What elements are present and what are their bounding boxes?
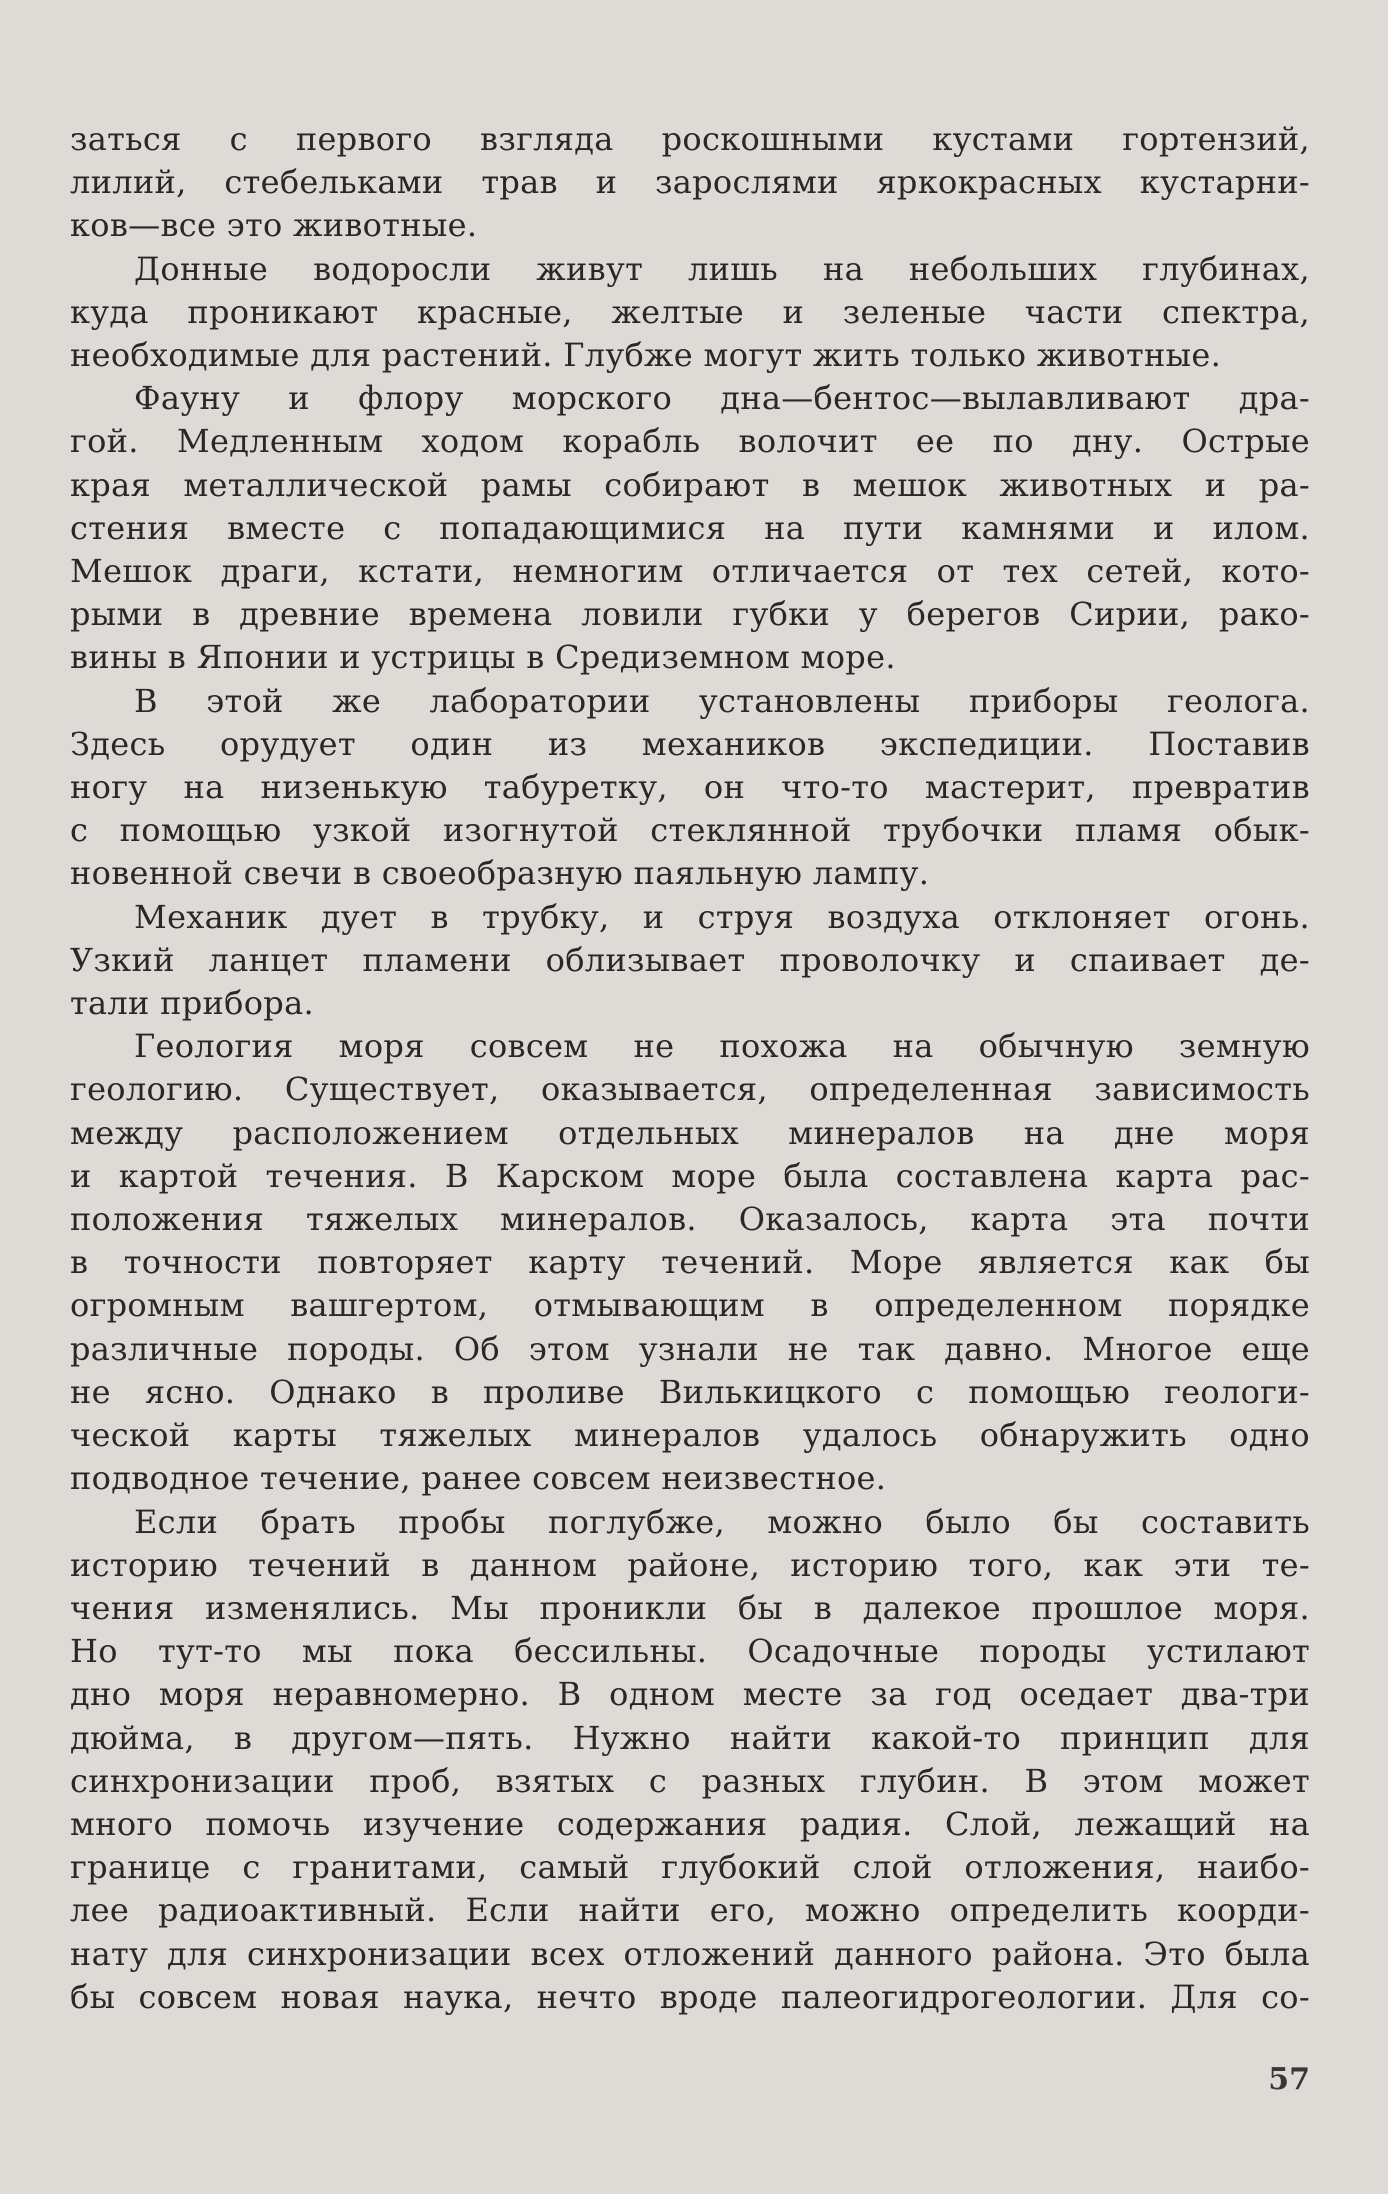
text-line: Мешок драги, кстати, немногим отличается от тех сетей, кото- — [70, 552, 1310, 591]
text-line: различные породы. Об этом узнали не так давно. Многое еще — [70, 1329, 1310, 1368]
text-line: положения тяжелых минералов. Оказалось, карта эта почти — [70, 1200, 1310, 1239]
text-line: лилий, стебельками трав и зарослями яркокрасных кустарни- — [70, 163, 1310, 202]
text-line: между расположением отдельных минералов на дне моря — [70, 1113, 1310, 1152]
text-line: синхронизации проб, взятых с разных глубин. В этом может — [70, 1761, 1310, 1800]
paragraph — [70, 1025, 1310, 1500]
text-line: не ясно. Однако в проливе Вилькицкого с помощью геологи- — [70, 1372, 1310, 1411]
text-line: Здесь орудует один из механиков экспедиции. Поставив — [70, 724, 1310, 763]
text-line: и картой течения. В Карском море была составлена карта рас- — [70, 1156, 1310, 1195]
text-line: рыми в древние времена ловили губки у берегов Сирии, рако- — [70, 595, 1310, 634]
text-line: огромным вашгертом, отмывающим в определенном порядке — [70, 1286, 1310, 1325]
paragraph — [70, 680, 1310, 896]
text-line: нату для синхронизации всех отложений данного района. Это была — [70, 1934, 1310, 1973]
paragraph — [70, 896, 1310, 1026]
text-line: необходимые для растений. Глубже могут жить только животные. — [70, 336, 1222, 375]
text-line: новенной свечи в своеобразную паяльную лампу. — [70, 854, 930, 893]
text-line: ногу на низенькую табуретку, он что-то мастерит, превратив — [70, 768, 1310, 807]
text-line: историю течений в данном районе, историю того, как эти те- — [70, 1545, 1310, 1584]
text-line: вины в Японии и устрицы в Средиземном море. — [70, 638, 896, 677]
text-line: Если брать пробы поглубже, можно было бы составить — [134, 1502, 1310, 1541]
text-line: лее радиоактивный. Если найти его, можно определить коорди- — [70, 1891, 1310, 1930]
text-line: гой. Медленным ходом корабль волочит ее по дну. Острые — [70, 422, 1310, 461]
text-line: подводное течение, ранее совсем неизвестное. — [70, 1459, 887, 1498]
text-line: в точности повторяет карту течений. Море является как бы — [70, 1243, 1310, 1282]
text-line: дюйма, в другом—пять. Нужно найти какой-то принцип для — [70, 1718, 1310, 1757]
text-line: много помочь изучение содержания радия. Слой, лежащий на — [70, 1804, 1310, 1843]
text-line: края металлической рамы собирают в мешок животных и ра- — [70, 465, 1310, 504]
text-line: Механик дует в трубку, и струя воздуха отклоняет огонь. — [134, 897, 1310, 936]
text-line: Но тут-то мы пока бессильны. Осадочные породы устилают — [70, 1632, 1310, 1671]
text-line: куда проникают красные, желтые и зеленые части спектра, — [70, 292, 1310, 331]
paragraph — [70, 248, 1310, 378]
text-line: Донные водоросли живут лишь на небольших глубинах, — [134, 249, 1310, 288]
paragraph — [70, 377, 1310, 679]
text-line: заться с первого взгляда роскошными кустами гортензий, — [70, 120, 1310, 158]
text-line: дно моря неравномерно. В одном месте за год оседает два-три — [70, 1675, 1310, 1714]
paragraph — [70, 118, 1310, 248]
text-line: ческой карты тяжелых минералов удалось обнаружить одно — [70, 1416, 1310, 1455]
text-line: чения изменялись. Мы проникли бы в далекое прошлое моря. — [70, 1588, 1310, 1627]
text-line: тали прибора. — [70, 984, 314, 1023]
text-column — [70, 118, 1310, 2019]
text-line: бы совсем новая наука, нечто вроде палеогидрогеологии. Для со- — [70, 1977, 1310, 2016]
text-line: Фауну и флору морского дна—бентос—вылавливают дра- — [134, 379, 1310, 418]
text-line: стения вместе с попадающимися на пути камнями и илом. — [70, 508, 1310, 547]
text-line: В этой же лаборатории установлены приборы геолога. — [134, 681, 1310, 720]
text-line: геологию. Существует, оказывается, определенная зависимость — [70, 1070, 1310, 1109]
page-number: 57 — [1268, 2062, 1310, 2097]
text-line: границе с гранитами, самый глубокий слой отложения, наибо- — [70, 1848, 1310, 1887]
page-body — [70, 118, 1310, 2019]
text-line: Геология моря совсем не похожа на обычную земную — [134, 1027, 1310, 1066]
text-line: с помощью узкой изогнутой стеклянной трубочки пламя обык- — [70, 811, 1310, 850]
paragraph — [70, 1501, 1310, 2019]
text-line: ков—все это животные. — [70, 206, 478, 245]
text-line: Узкий ланцет пламени облизывает проволочку и спаивает де- — [70, 940, 1310, 979]
